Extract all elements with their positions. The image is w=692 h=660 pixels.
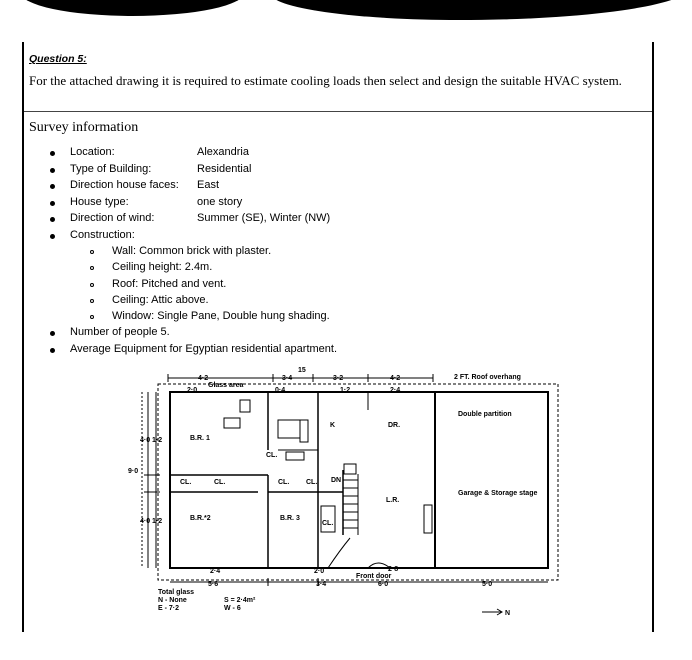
closet-label: CL. — [278, 479, 290, 486]
dim-2-0a: 2·0 — [187, 387, 198, 394]
room-br2: B.R.*2 — [190, 515, 211, 522]
closet-label: CL. — [180, 479, 192, 486]
dim-2-0b: 2·0 — [314, 568, 325, 575]
glass-area-label: Glass area — [208, 382, 244, 389]
floor-plan-drawing — [128, 360, 568, 622]
dim-4-2a: 4·2 — [198, 375, 209, 382]
garage-label: Garage & Storage stage — [458, 490, 538, 497]
construction-item: Window: Single Pane, Double hung shading. — [112, 310, 330, 322]
sub-bullet — [90, 299, 94, 303]
sub-bullet — [90, 266, 94, 270]
glass-north: N - None — [158, 597, 187, 604]
item-label: Location: — [70, 146, 115, 158]
room-br3: B.R. 3 — [280, 515, 300, 522]
item-label: House type: — [70, 196, 129, 208]
item-value: Alexandria — [197, 146, 249, 158]
dim-1-2b: 1·2 — [152, 437, 163, 444]
sub-bullet — [90, 283, 94, 287]
item-label: Direction house faces: — [70, 179, 179, 191]
bullet — [50, 184, 55, 189]
dim-9-0: 9·0 — [128, 468, 139, 475]
dim-6-0: 6·0 — [378, 581, 389, 588]
construction-item: Wall: Common brick with plaster. — [112, 245, 272, 257]
dim-total: 15 — [298, 367, 306, 374]
divider — [24, 111, 652, 112]
extra-item: Number of people 5. — [70, 326, 170, 338]
front-door-label: Front door — [356, 573, 392, 580]
closet-label: CL. — [306, 479, 318, 486]
dim-4-0a: 4·0 — [140, 437, 151, 444]
bullet — [50, 151, 55, 156]
room-living: L.R. — [386, 497, 400, 504]
item-label: Construction: — [70, 229, 135, 241]
dim-3-4: 3·4 — [282, 375, 293, 382]
item-label: Type of Building: — [70, 163, 152, 175]
item-value: East — [197, 179, 220, 191]
closet-label: CL. — [322, 520, 334, 527]
bullet — [50, 168, 55, 173]
question-text: For the attached drawing it is required to estimate cooling loads then select and design the suitable HVAC system. — [29, 73, 622, 88]
dim-5-6: 5·6 — [208, 581, 219, 588]
sub-bullet — [90, 250, 94, 254]
dim-2-8: 2·8 — [388, 566, 399, 573]
dim-1-2c: 1·2 — [152, 518, 163, 525]
closet-label: CL. — [266, 452, 278, 459]
closet-label: CL. — [214, 479, 226, 486]
bullet — [50, 348, 55, 353]
extra-item: Average Equipment for Egyptian residential apartment. — [70, 343, 338, 355]
room-br1: B.R. 1 — [190, 435, 210, 442]
bullet — [50, 217, 55, 222]
dim-2-4a: 2·4 — [390, 387, 401, 394]
dim-4-2b: 4·2 — [390, 375, 401, 382]
double-partition-note: Double partition — [458, 411, 512, 418]
dim-4-0b: 4·0 — [140, 518, 151, 525]
item-value: Summer (SE), Winter (NW) — [197, 212, 331, 224]
dim-3-2: 3·2 — [333, 375, 344, 382]
north-arrow-label: N — [505, 610, 511, 617]
construction-item: Ceiling height: 2.4m. — [112, 261, 213, 273]
dim-3-4b: 3·4 — [316, 581, 327, 588]
page-border-left — [22, 42, 24, 632]
sub-bullet — [90, 315, 94, 319]
redaction-bar-right — [270, 0, 690, 20]
bullet — [50, 201, 55, 206]
construction-item: Ceiling: Attic above. — [112, 294, 209, 306]
redaction-bar-left — [20, 0, 245, 16]
item-label: Direction of wind: — [70, 212, 155, 224]
item-value: Residential — [197, 163, 252, 175]
glass-east: E - 7·2 — [158, 605, 180, 612]
room-kitchen: K — [330, 422, 336, 429]
stairs-down-label: DN — [331, 477, 342, 484]
overhang-note: 2 FT. Roof overhang — [454, 374, 521, 381]
item-value: one story — [197, 196, 243, 208]
survey-heading: Survey information — [29, 120, 139, 135]
glass-south: S = 2·4m² — [224, 597, 256, 604]
dim-2-4b: 2·4 — [210, 568, 221, 575]
dim-1-2: 1·2 — [340, 387, 351, 394]
room-dining: DR. — [388, 422, 401, 429]
dim-0-4: 0·4 — [275, 387, 286, 394]
page-border-right — [652, 42, 654, 632]
construction-item: Roof: Pitched and vent. — [112, 278, 227, 290]
glass-west: W - 6 — [224, 605, 241, 612]
dim-5-0: 5·0 — [482, 581, 493, 588]
question-title: Question 5: — [29, 53, 87, 65]
bullet — [50, 331, 55, 336]
bullet — [50, 234, 55, 239]
total-glass-label: Total glass — [158, 589, 195, 596]
